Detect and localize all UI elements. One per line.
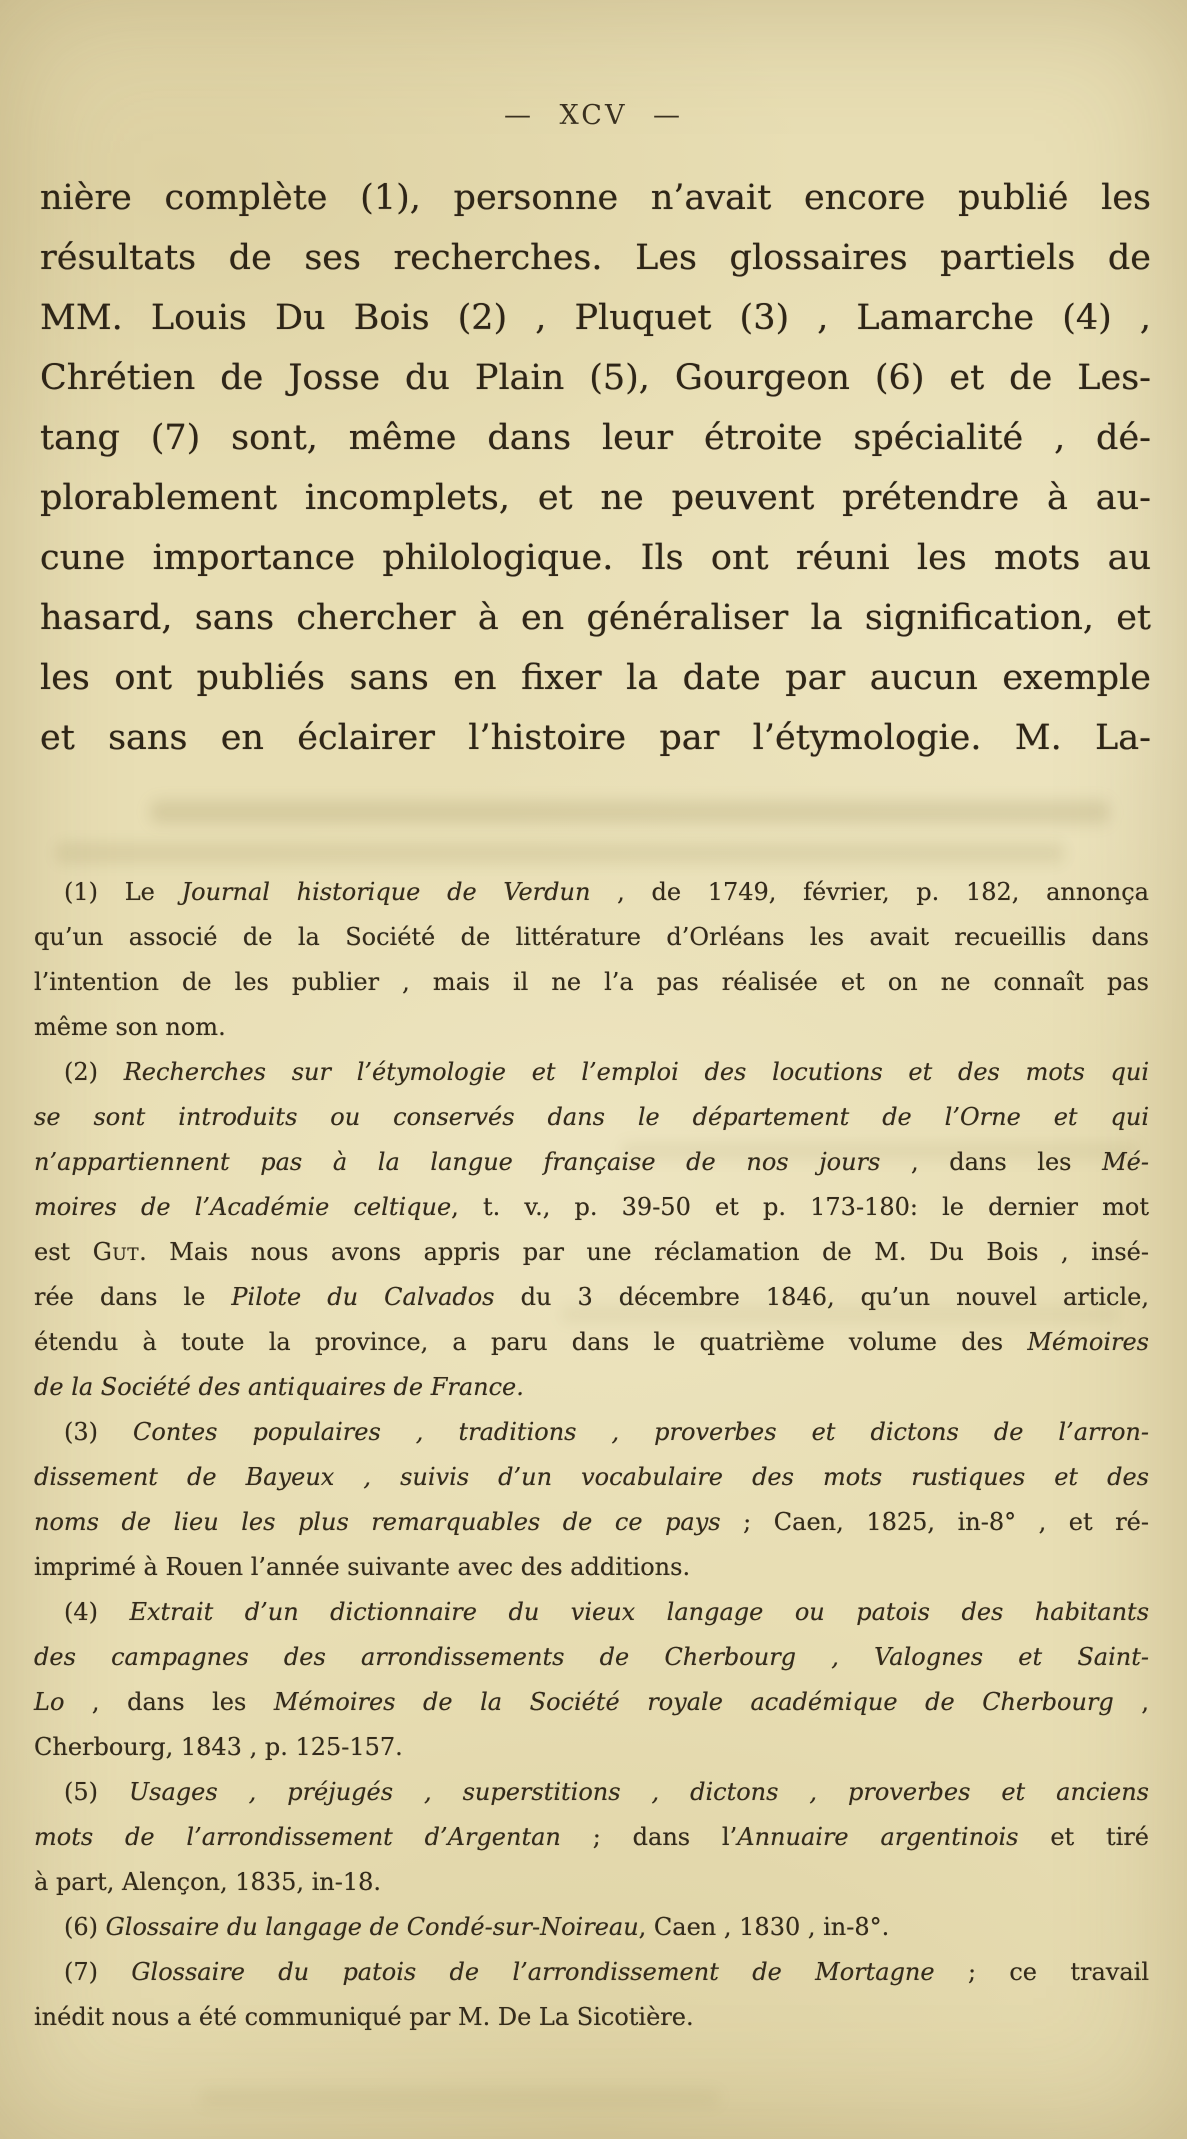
footnote-title-text: se sont introduits ou conservés dans le département de l’Orne et qui	[34, 1103, 1149, 1131]
footnote-title-text: Glossaire du langage de Condé-sur-Noireau	[105, 1913, 639, 1941]
footnote-line	[34, 870, 1149, 915]
footnote-line	[34, 1005, 1149, 1050]
footnote-title-text: noms de lieu les plus remarquables de ce pays	[34, 1508, 721, 1536]
footnote-text: , dans les	[64, 1688, 274, 1716]
footnote-line	[34, 1950, 1149, 1995]
footnote-line	[34, 1680, 1149, 1725]
footnote-title-text: Annuaire argentinois	[737, 1823, 1019, 1851]
footnote-text: (4)	[64, 1598, 130, 1626]
footnote-line	[34, 1320, 1149, 1365]
body-text-line: et sans en éclairer l’histoire par l’étymologie. M. La-	[40, 718, 1151, 758]
footnote-title-text: Extrait d’un dictionnaire du vieux langage ou patois des habitants	[129, 1598, 1150, 1626]
footnote-text: étendu à toute la province, a paru dans le quatrième volume des	[34, 1328, 1028, 1356]
footnote-text: du 3 décembre 1846, qu’un nouvel article,	[494, 1283, 1150, 1311]
footnote-text: ,	[1113, 1688, 1149, 1716]
footnote-line	[34, 1815, 1149, 1860]
footnote-text: imprimé à Rouen l’année suivante avec des additions.	[34, 1553, 691, 1581]
footnote-text: Cherbourg, 1843 , p. 125-157.	[34, 1733, 403, 1761]
showthrough-smudge	[55, 842, 1065, 864]
body-text-line: hasard, sans chercher à en généraliser la signification, et	[40, 598, 1151, 638]
body-text-line: résultats de ses recherches. Les glossaires partiels de	[40, 238, 1151, 278]
footnote-line	[34, 1275, 1149, 1320]
footnote-title-text: des campagnes des arrondissements de Cherbourg , Valognes et Saint-	[34, 1643, 1149, 1671]
showthrough-smudge	[200, 2090, 720, 2106]
footnote-title-text: Usages , préjugés , superstitions , dictons , proverbes et anciens	[128, 1778, 1150, 1806]
footnote-text: l’intention de les publier , mais il ne l’a pas réalisée et on ne connaît pas	[34, 968, 1149, 996]
footnote-text: ; ce travail	[934, 1958, 1150, 1986]
footnote-text: est	[34, 1238, 93, 1266]
footnote-text: à part, Alençon, 1835, in-18.	[34, 1868, 382, 1896]
footnote	[34, 870, 1149, 1050]
body-text	[40, 168, 1151, 768]
footnote-text: rée dans le	[34, 1283, 232, 1311]
footnote	[34, 1905, 1149, 1950]
footnote-title-text: mots de l’arrondissement d’Argentan	[34, 1823, 561, 1851]
footnote	[34, 1050, 1149, 1410]
footnote-line	[34, 1140, 1149, 1185]
footnote-text: et tiré	[1018, 1823, 1150, 1851]
footnote-line	[34, 1050, 1149, 1095]
footnote-text: (2)	[64, 1058, 124, 1086]
footnote-line	[34, 1860, 1149, 1905]
footnote-title-text: de la Société des antiquaires de France.	[34, 1373, 524, 1401]
footnote-text: , Caen , 1830 , in-8°.	[638, 1913, 890, 1941]
footnote-text: ; dans l’	[560, 1823, 738, 1851]
footnote-text: (5)	[64, 1778, 129, 1806]
body-text-line: plorablement incomplets, et ne peuvent prétendre à au-	[40, 478, 1151, 518]
footnote-title-text: Glossaire du patois de l’arrondissement de Mortagne	[131, 1958, 935, 1986]
footnote-line	[34, 1590, 1149, 1635]
footnote-text: (3)	[64, 1418, 134, 1446]
footnote-line	[34, 1545, 1149, 1590]
footnote-line	[34, 1635, 1149, 1680]
footnote-line	[34, 1410, 1149, 1455]
footnote-line	[34, 960, 1149, 1005]
footnote-text: Gut	[92, 1238, 140, 1266]
footnote-title-text: moires de l’Académie celtique	[34, 1193, 452, 1221]
footnotes-section	[34, 870, 1149, 2040]
footnote	[34, 1410, 1149, 1590]
body-text-line: Chrétien de Josse du Plain (5), Gourgeon (6) et de Les-	[40, 358, 1151, 398]
footnote-text: qu’un associé de la Société de littérature d’Orléans les avait recueillis dans	[34, 923, 1149, 951]
footnote-line	[34, 1905, 1149, 1950]
footnote-text: (6)	[64, 1913, 106, 1941]
footnote	[34, 1770, 1149, 1905]
footnote-text: (7)	[64, 1958, 132, 1986]
footnote-line	[34, 1725, 1149, 1770]
footnote	[34, 1590, 1149, 1770]
footnote-line	[34, 1230, 1149, 1275]
footnote-text: , t. v., p. 39-50 et p. 173-180: le dernier mot	[451, 1193, 1149, 1221]
footnote-line	[34, 1995, 1149, 2040]
body-text-line: tang (7) sont, même dans leur étroite spécialité , dé-	[40, 418, 1151, 458]
body-text-line: MM. Louis Du Bois (2) , Pluquet (3) , Lamarche (4) ,	[40, 298, 1151, 338]
footnote-line	[34, 1185, 1149, 1230]
showthrough-smudge	[150, 800, 1110, 824]
footnote-line	[34, 1455, 1149, 1500]
footnote-line	[34, 1095, 1149, 1140]
footnote-line	[34, 1365, 1149, 1410]
footnote-text: , dans les	[880, 1148, 1103, 1176]
footnote-text: . Mais nous avons appris par une réclamation de M. Du Bois , insé-	[139, 1238, 1149, 1266]
footnote-line	[34, 1770, 1149, 1815]
footnote-title-text: Pilote du Calvados	[231, 1283, 495, 1311]
footnote-text: ; Caen, 1825, in-8° , et ré-	[720, 1508, 1149, 1536]
footnote-title-text: Recherches sur l’étymologie et l’emploi des locutions et des mots qui	[123, 1058, 1149, 1086]
footnote-title-text: Lo	[34, 1688, 65, 1716]
footnote-title-text: Mé-	[1102, 1148, 1149, 1176]
footnote-title-text: n’appartiennent pas à la langue française de nos jours	[34, 1148, 881, 1176]
footnote-text: même son nom.	[34, 1013, 226, 1041]
body-text-line: nière complète (1), personne n’avait encore publié les	[40, 178, 1151, 218]
footnote-line	[34, 1500, 1149, 1545]
footnote-title-text: Contes populaires , traditions , proverbes et dictons de l’arron-	[133, 1418, 1149, 1446]
footnote-title-text: Mémoires de la Société royale académique de Cherbourg	[273, 1688, 1114, 1716]
footnote-title-text: Journal historique de Verdun	[181, 878, 591, 906]
footnote-title-text: dissement de Bayeux , suivis d’un vocabulaire des mots rustiques et des	[34, 1463, 1149, 1491]
body-text-line: les ont publiés sans en fixer la date par aucun exemple	[40, 658, 1151, 698]
footnote	[34, 1950, 1149, 2040]
footnote-text: inédit nous a été communiqué par M. De La Sicotière.	[34, 2003, 694, 2031]
footnote-text: , de 1749, février, p. 182, annonça	[590, 878, 1149, 906]
body-text-line: cune importance philologique. Ils ont réuni les mots au	[40, 538, 1151, 578]
footnote-text: (1) Le	[64, 878, 182, 906]
footnote-line	[34, 915, 1149, 960]
footnote-title-text: Mémoires	[1027, 1328, 1149, 1356]
page-number-header: — XCV —	[503, 100, 684, 131]
